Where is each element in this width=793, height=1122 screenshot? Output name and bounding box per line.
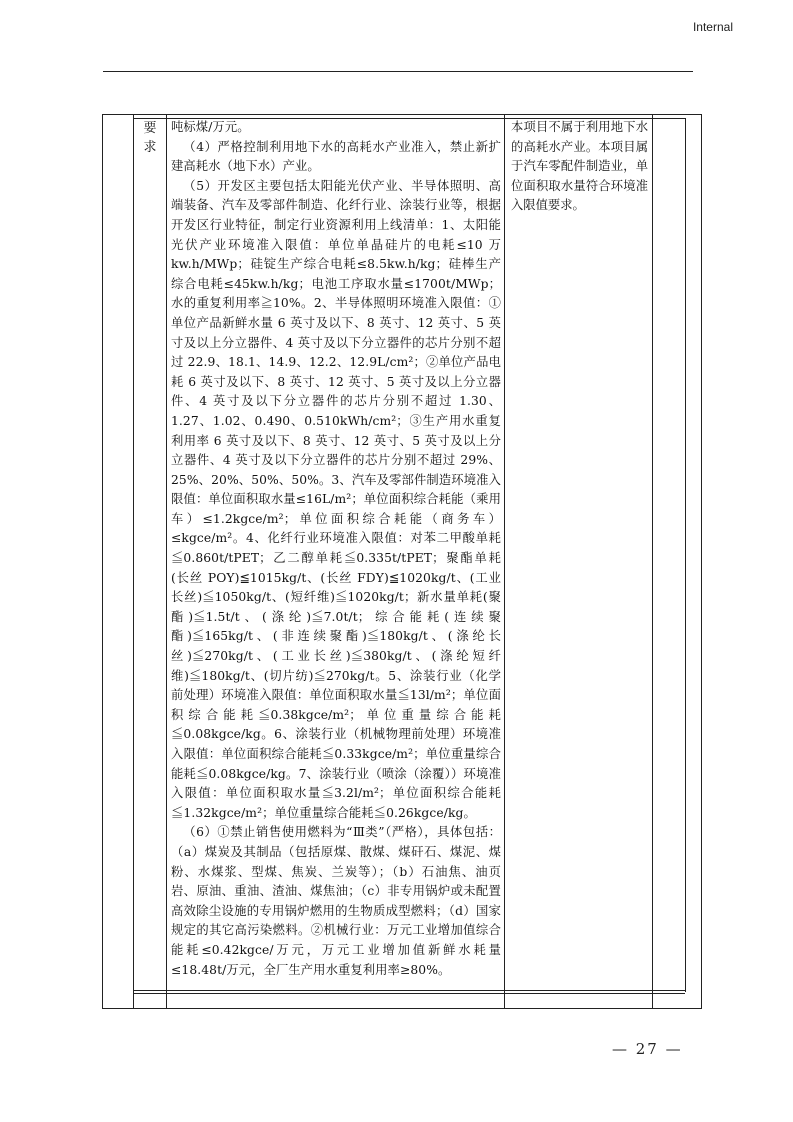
- requirements-table: [102, 114, 702, 1009]
- table-inner-right-rule: [685, 118, 686, 992]
- table-inner-top-rule: [133, 118, 685, 119]
- requirement-paragraph: （4）严格控制利用地下水的高耗水产业准入，禁止新扩建高耗水（地下水）产业。: [171, 139, 501, 174]
- page-number: — 27 —: [612, 1040, 683, 1058]
- outer-blank-cell: [103, 115, 134, 1009]
- requirement-paragraph: （5）开发区主要包括太阳能光伏产业、半导体照明、高端装备、汽车及零部件制造、化纤行业、涂装行业等，根据开发区行业特征，制定行业资源利用上线清单：1、太阳能光伏产业环境准入限值：单位单晶硅片的电耗≤10 万 kw.h/MWp；硅锭生产综合电耗≤8.5kw.h/kg；硅棒生产综合电耗≤45kw.h/kg；电池工序取水量≤1700t/MWp；水的重复利用率≧10%。2、半导体照明环境准入限值：①单位产品新鲜水量 6 英寸及以下、8 英寸、12 英寸、5 英寸及以上分立器件、4 英寸及以下分立器件的芯片分别不超过 22.9、18.1、14.9、12.2、12.9L/cm²；②单位产品电耗 6 英寸及以下、8 英寸、12 英寸、5 英寸及以上分立器件、4 英寸及以下分立器件的芯片分别不超过 1.30、1.27、1.02、0.490、0.510kWh/cm²；③生产用水重复利用率 6 英寸及以下、8 英寸、12 英寸、5 英寸及以上分立器件、4 英寸及以下分立器件的芯片分别不超过 29%、25%、20%、50%、50%。3、汽车及零部件制造环境准入限值：单位面积取水量≤16L/m²；单位面积综合耗能（乘用车）≤1.2kgce/m²；单位面积综合耗能（商务车）≤kgce/m²。4、化纤行业环境准入限值：对苯二甲酸单耗≦0.860t/tPET；乙二醇单耗≦0.335t/tPET；聚酯单耗(长丝 POY)≦1015kg/t、(长丝 FDY)≦1020kg/t、(工业长丝)≦1050kg/t、(短纤维)≦1020kg/t；新水量单耗(聚酯)≦1.5t/t、(涤纶)≦7.0t/t；综合能耗(连续聚酯)≦165kg/t、(非连续聚酯)≦180kg/t、(涤纶长丝)≦270kg/t、(工业长丝)≦380kg/t、(涤纶短纤维)≦180kg/t、(切片纺)≦270kg/t。5、涂装行业（化学前处理）环境准入限值：单位面积取水量≦13l/m²；单位面积综合能耗≦0.38kgce/m²；单位重量综合能耗≦0.08kgce/kg。6、涂装行业（机械物理前处理）环境准入限值：单位面积综合能耗≦0.33kgce/m²；单位重量综合能耗≦0.08kgce/kg。7、涂装行业（喷涂（涂覆））环境准入限值：单位面积取水量≦3.2l/m²；单位面积综合能耗≦1.32kgce/m²；单位重量综合能耗≦0.26kgce/kg。: [171, 178, 501, 820]
- requirement-cell: [167, 115, 505, 1009]
- row-label-char: 要: [143, 121, 157, 136]
- requirement-paragraph: 吨标煤/万元。: [171, 120, 250, 134]
- table-inner-left-rule: [133, 118, 134, 992]
- compliance-note: 本项目不属于利用地下水的高耗水产业。本项目属于汽车零配件制造业，单位面积取水量符合环境准入限值要求。: [511, 120, 648, 213]
- row-label-cell: [134, 115, 167, 1009]
- header-rule: [103, 71, 693, 72]
- result-cell: [653, 115, 702, 1009]
- row-label-char: 求: [143, 140, 157, 155]
- document-classification-label: Internal: [692, 20, 733, 34]
- table-bottom-double-rule: [133, 990, 685, 994]
- requirement-paragraph: （6）①禁止销售使用燃料为“Ⅲ类”（严格），具体包括：（a）煤炭及其制品（包括原煤、散煤、煤矸石、煤泥、煤粉、水煤浆、型煤、焦炭、兰炭等）；（b）石油焦、油页岩、原油、重油、渣油、煤焦油；（c）非专用锅炉或未配置高效除尘设施的专用锅炉燃用的生物质成型燃料；（d）国家规定的其它高污染燃料。②机械行业：万元工业增加值综合能耗≤0.42kgce/万元，万元工业增加值新鲜水耗量≤18.48t/万元，全厂生产用水重复利用率≥80%。: [171, 825, 501, 977]
- table-row: [103, 115, 702, 1009]
- compliance-cell: [505, 115, 653, 1009]
